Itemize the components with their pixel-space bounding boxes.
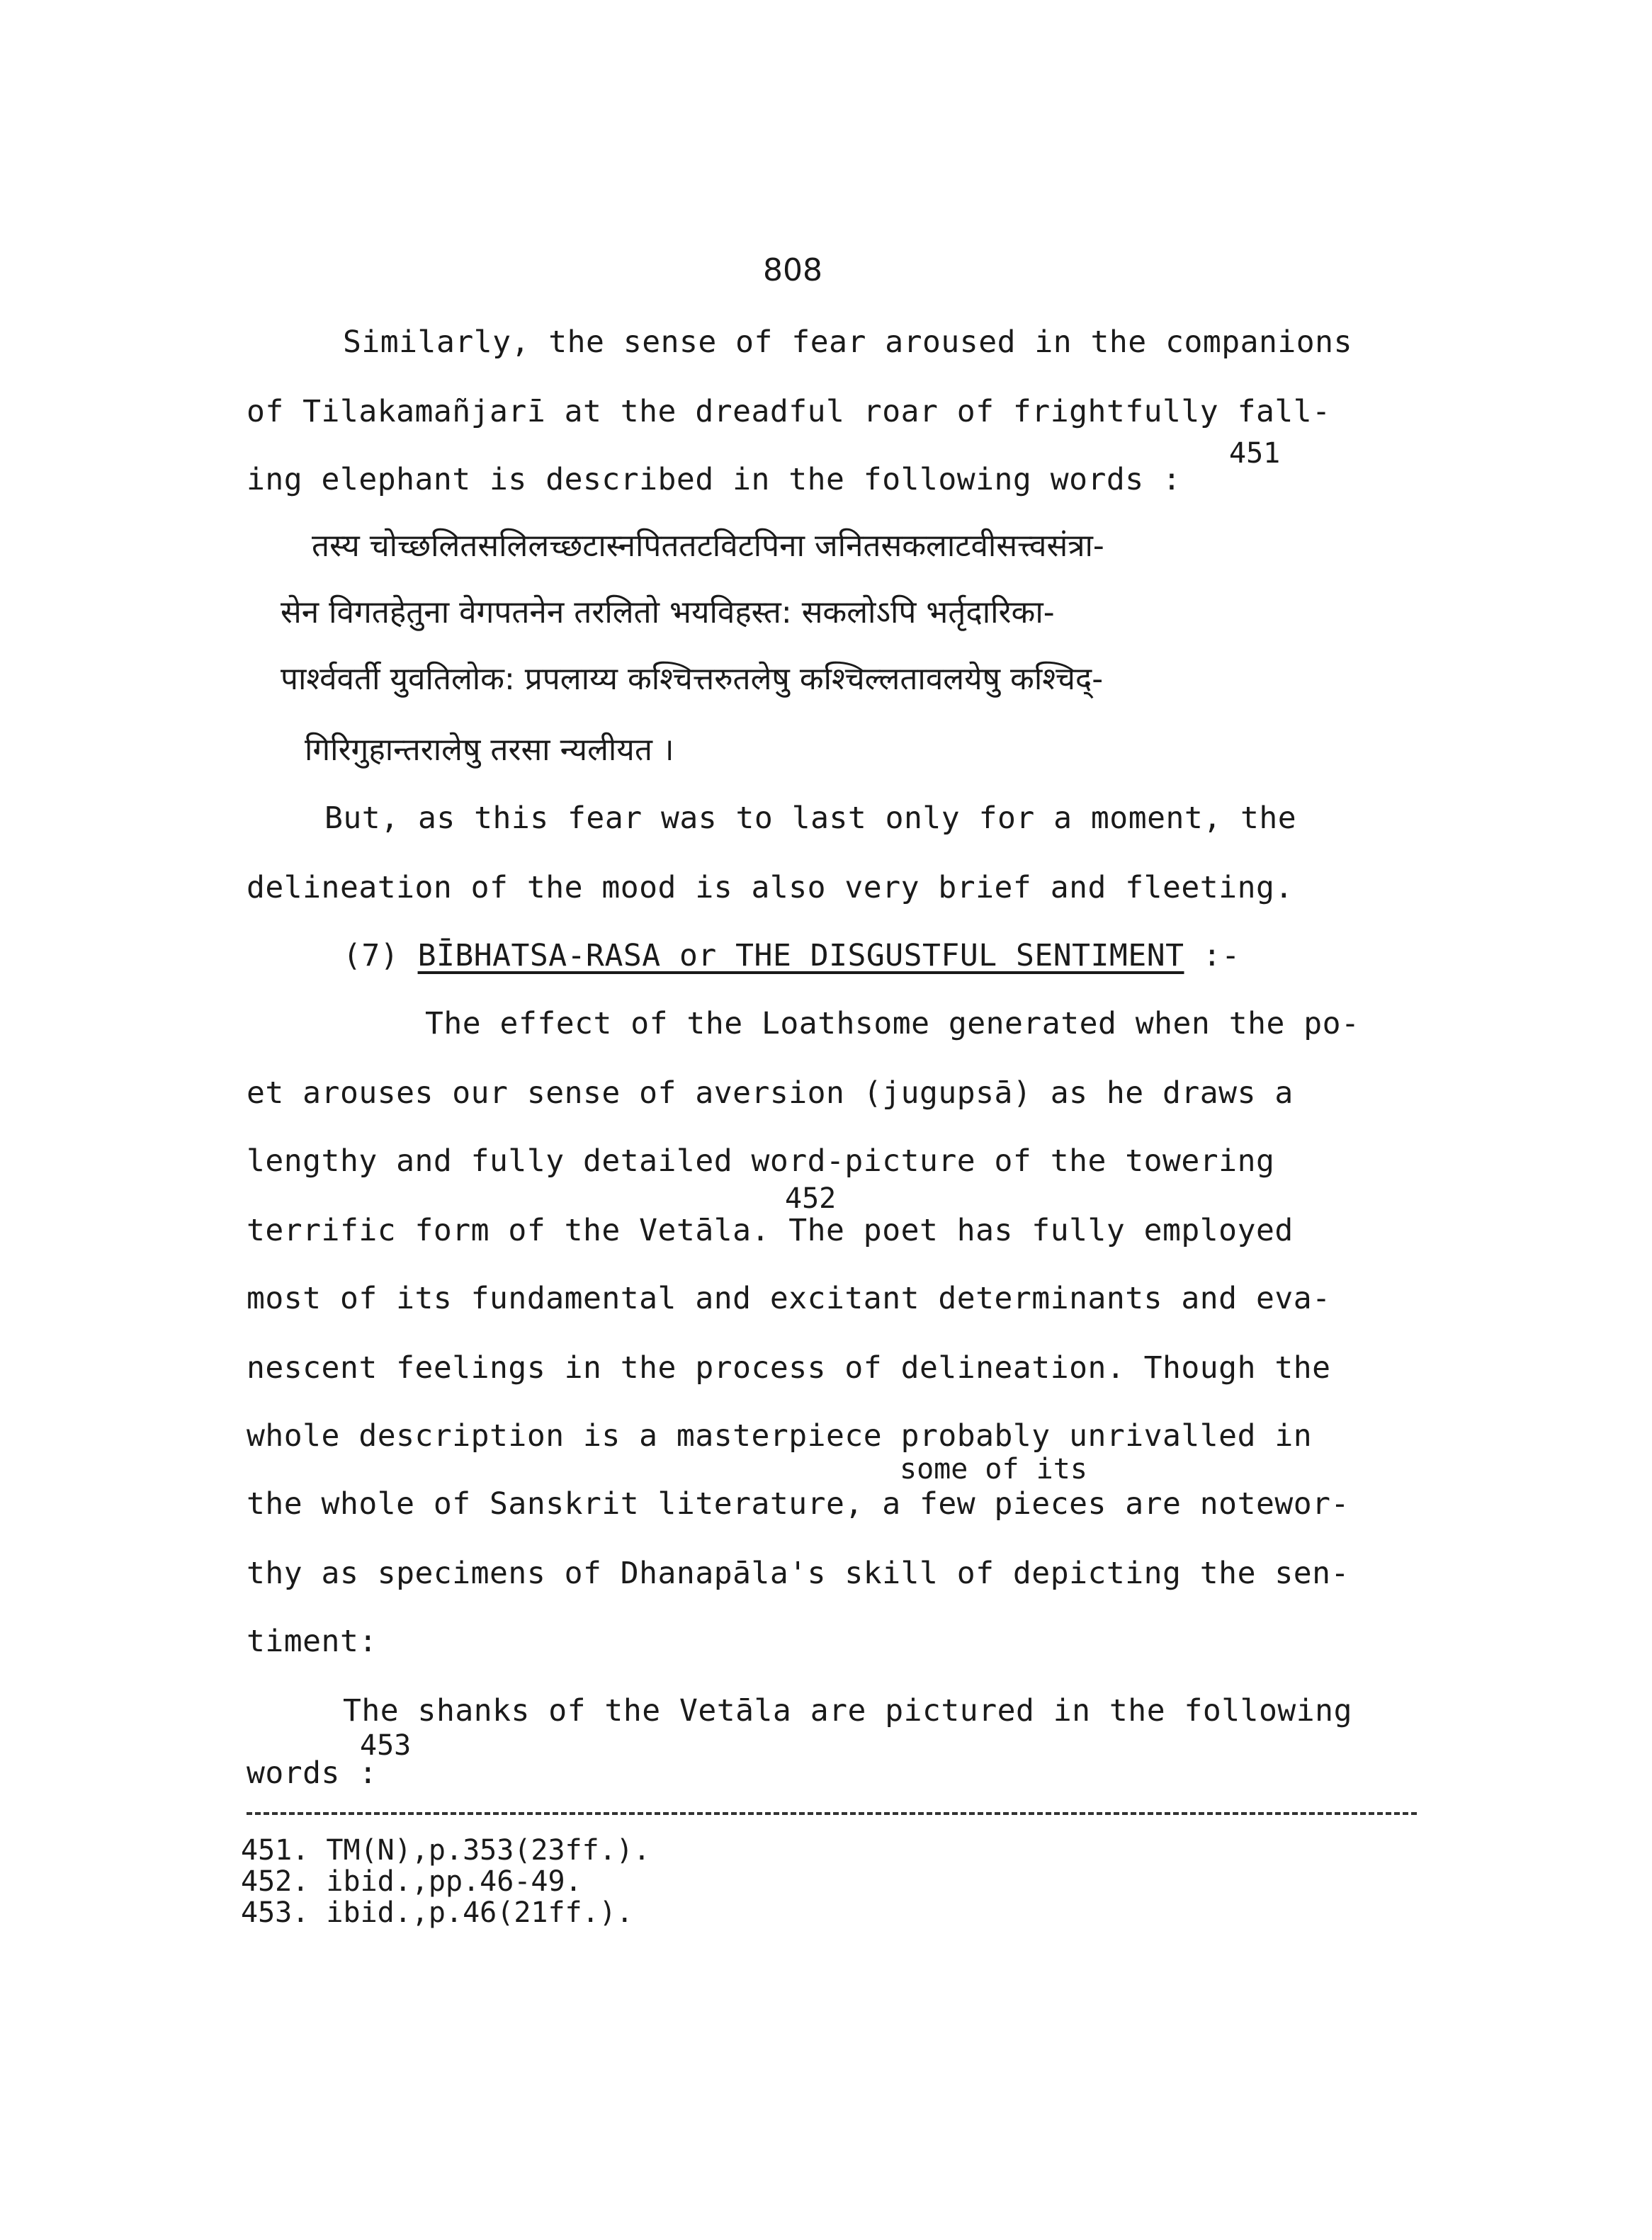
footnote-451: 451. TM(N),p.353(23ff.).: [241, 1834, 650, 1867]
paragraph-3-line-9: thy as specimens of Dhanapāla's skill of depicting the sen-: [247, 1556, 1350, 1591]
sanskrit-line-3: पार्श्ववर्ती युवतिलोक: प्रपलाय्य कश्चित्तरुतलेषु कश्चिल्लतावलयेषु कश्चिद्-: [281, 661, 1104, 697]
section-suffix: :-: [1202, 938, 1240, 973]
paragraph-1-line-1: Similarly, the sense of fear aroused in the companions: [343, 324, 1352, 360]
footnote-ref-452: 452: [785, 1182, 837, 1215]
paragraph-4-line-1: The shanks of the Vetāla are pictured in the following: [343, 1693, 1352, 1729]
paragraph-4-line-2: words :: [247, 1755, 378, 1791]
footnote-453: 453. ibid.,p.46(21ff.).: [241, 1896, 633, 1929]
paragraph-3-line-1: The effect of the Loathsome generated when the po-: [425, 1006, 1360, 1041]
section-heading: [343, 938, 1240, 973]
footnote-452: 452. ibid.,pp.46-49.: [241, 1865, 582, 1898]
footnote-ref-453: 453: [360, 1729, 412, 1762]
paragraph-1-line-3: ing elephant is described in the following words :: [247, 462, 1182, 497]
footnote-divider: [247, 1812, 1417, 1815]
footnote-ref-451: 451: [1229, 437, 1281, 470]
sanskrit-line-2: सेन विगतहेतुना वेगपतनेन तरलितो भयविहस्त: सकलोऽपि भर्तृदारिका-: [281, 594, 1055, 630]
section-number: (7): [343, 938, 400, 973]
paragraph-2-line-2: delineation of the mood is also very brief and fleeting.: [247, 870, 1294, 905]
sanskrit-line-4: गिरिगुहान्तरालेषु तरसा न्यलीयत ।: [305, 732, 674, 768]
page-number: 808: [763, 252, 822, 288]
paragraph-3-line-6: nescent feelings in the process of delineation. Though the: [247, 1350, 1331, 1386]
paragraph-2-line-1: But, as this fear was to last only for a moment, the: [324, 801, 1297, 836]
paragraph-3-line-2: et arouses our sense of aversion (jugupsā) as he draws a: [247, 1075, 1294, 1111]
paragraph-3-line-3: lengthy and fully detailed word-picture of the towering: [247, 1143, 1275, 1179]
paragraph-3-line-7: whole description is a masterpiece probably unrivalled in: [247, 1418, 1313, 1454]
paragraph-3-line-10: timent:: [247, 1624, 378, 1659]
paragraph-3-line-5: most of its fundamental and excitant determinants and eva-: [247, 1281, 1331, 1316]
paragraph-3-line-4: terrific form of the Vetāla. The poet has fully employed: [247, 1213, 1294, 1248]
section-title: BĪBHATSA-RASA or THE DISGUSTFUL SENTIMENT: [417, 938, 1184, 973]
sanskrit-line-1: तस्य चोच्छलितसलिलच्छटास्नपिततटविटपिना जनितसकलाटवीसत्त्वसंत्रा-: [312, 528, 1104, 564]
paragraph-3-line-8: the whole of Sanskrit literature, a few pieces are notewor-: [247, 1486, 1350, 1522]
paragraph-1-line-2: of Tilakamañjarī at the dreadful roar of frightfully fall-: [247, 394, 1331, 429]
interlinear-insertion: some of its: [900, 1453, 1087, 1486]
